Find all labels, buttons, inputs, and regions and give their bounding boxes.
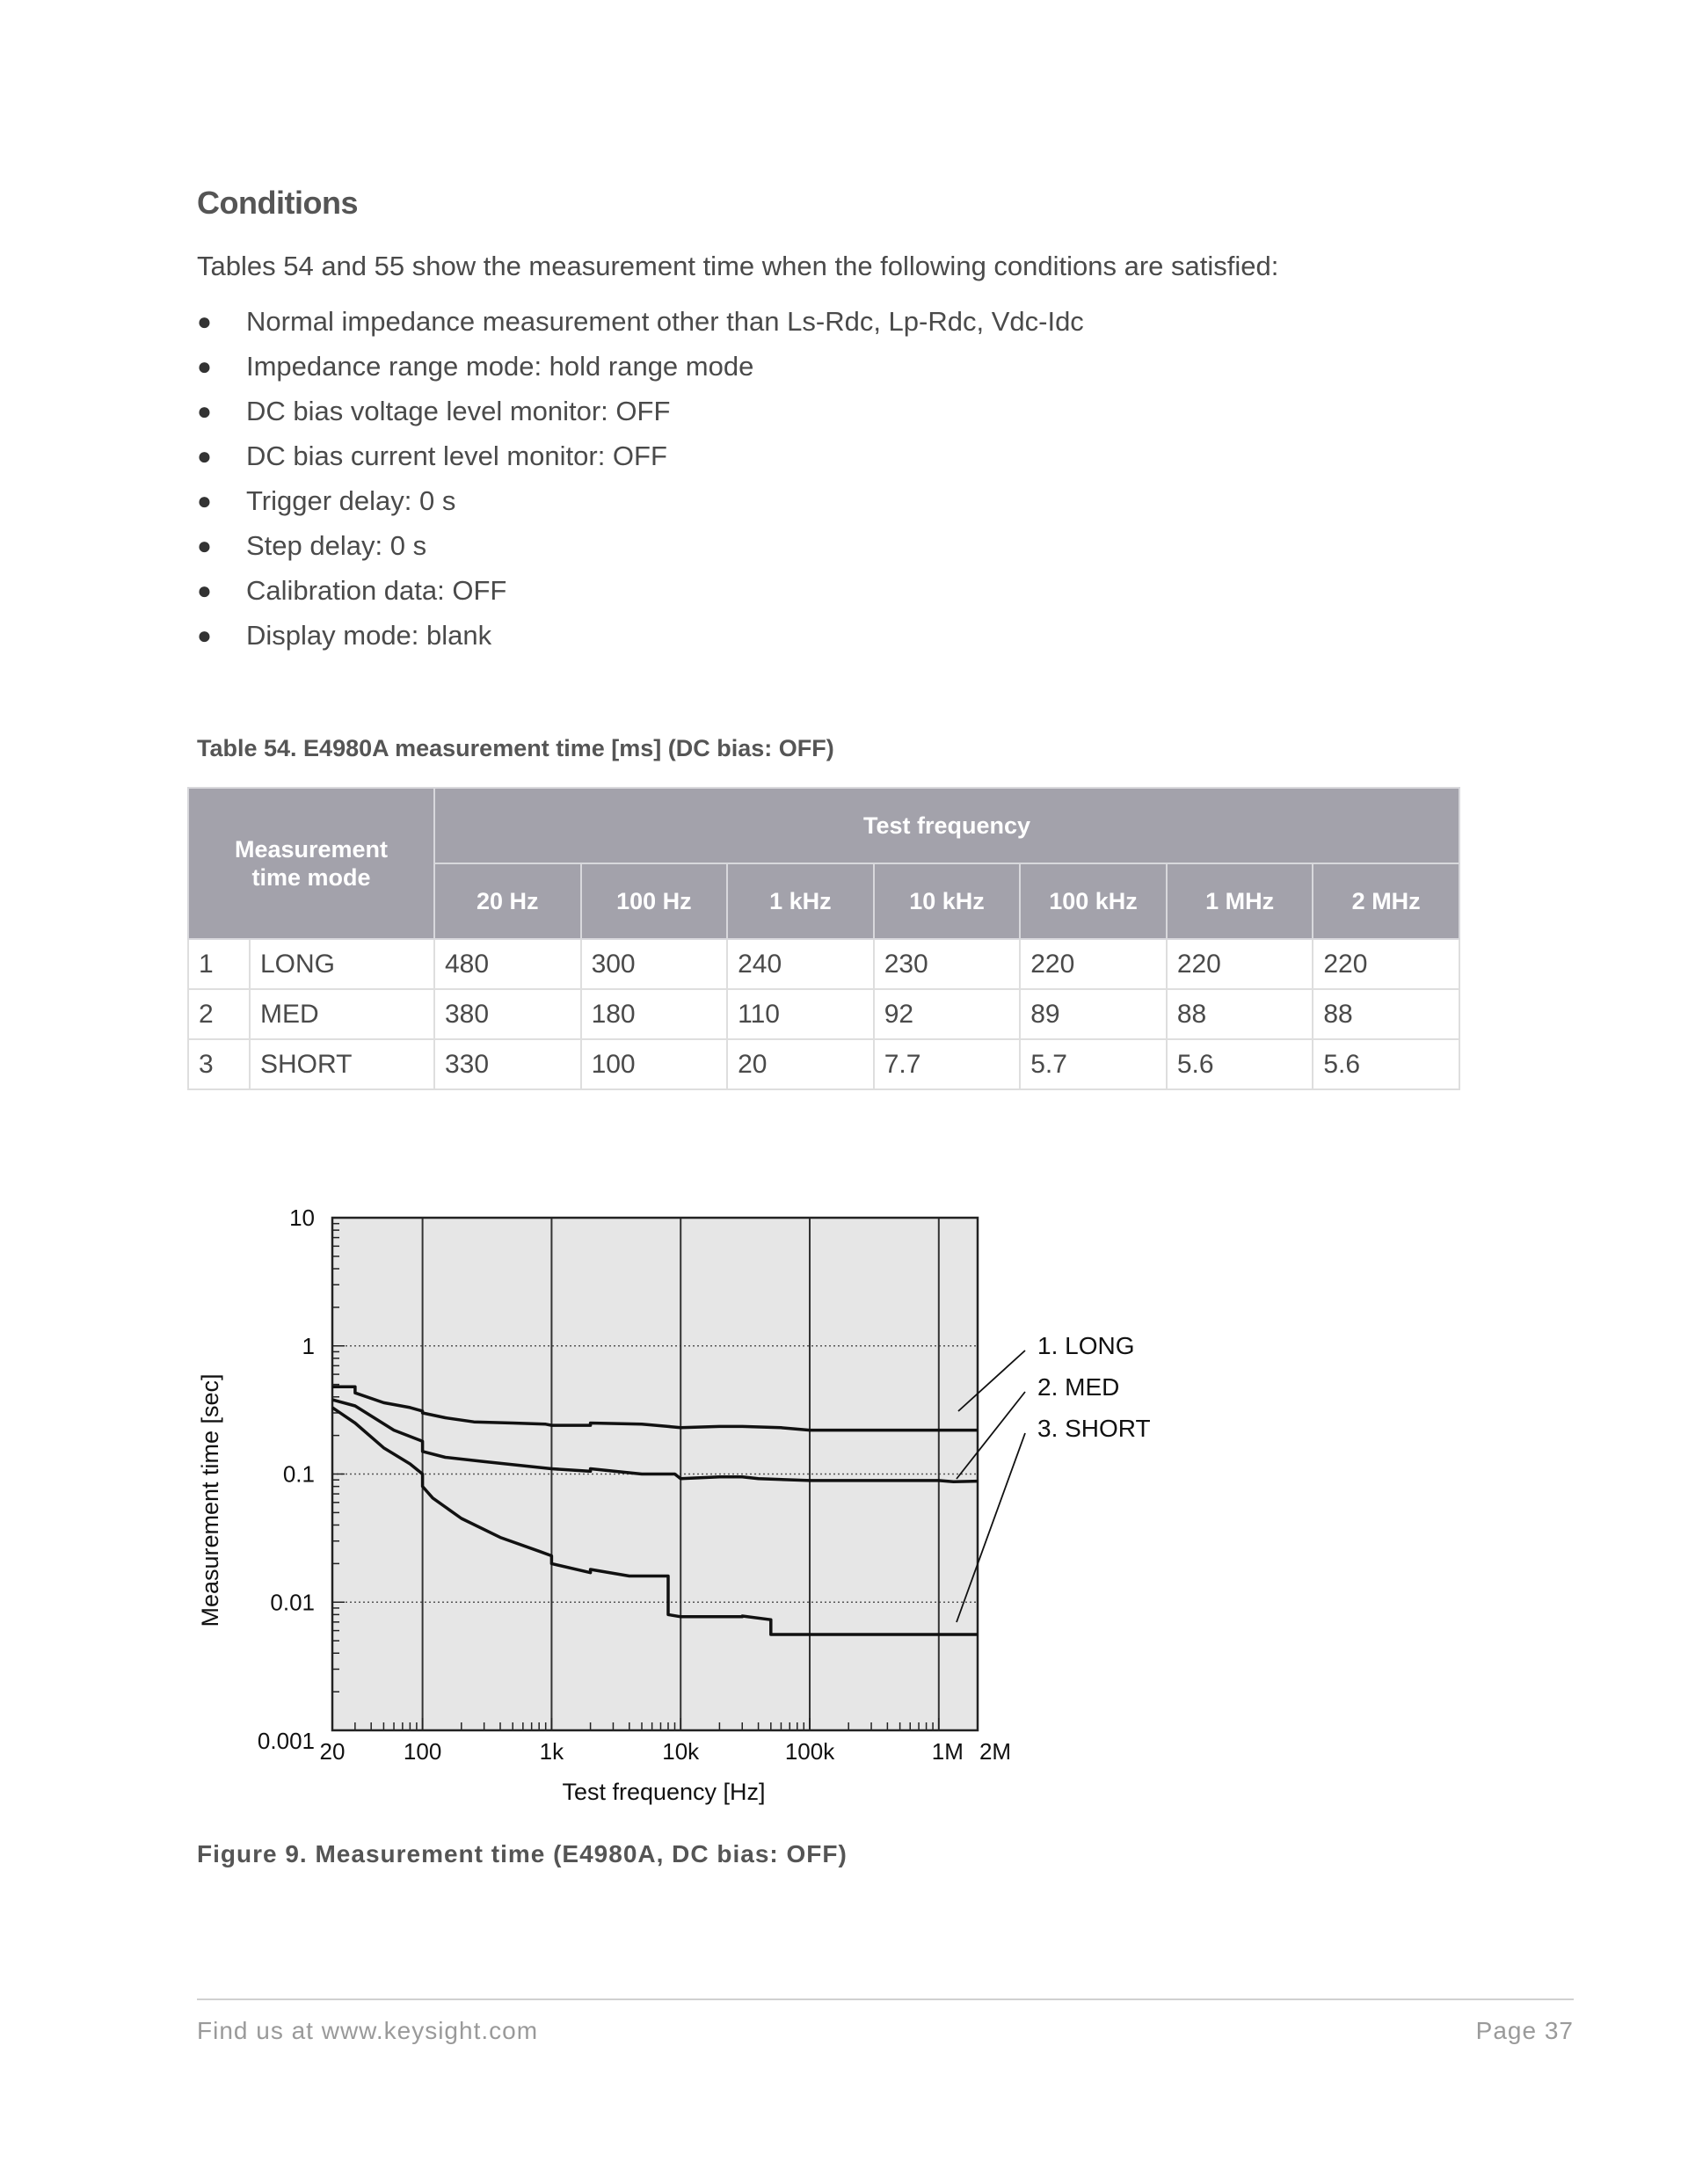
column-header: 10 kHz [874,863,1021,939]
row-number: 2 [188,989,250,1039]
x-tick-label: 1M [931,1738,964,1765]
footer-divider [197,1998,1574,2000]
column-header: 100 kHz [1020,863,1167,939]
column-header: 1 MHz [1167,863,1313,939]
table-cell: 88 [1313,989,1459,1039]
condition-text: Step delay: 0 s [246,530,427,561]
condition-text: Impedance range mode: hold range mode [246,351,754,382]
bullet-icon: ● [197,622,212,649]
list-item [197,528,1084,572]
list-item [197,393,1084,438]
bullet-icon: ● [197,397,212,425]
x-tick-label: 10k [662,1738,700,1765]
table-cell: 110 [727,989,874,1039]
x-tick-label: 100 [403,1738,442,1765]
table-cell: 88 [1167,989,1313,1039]
table-cell: 220 [1020,939,1167,989]
list-item [197,572,1084,617]
measurement-time-table [187,787,1460,1090]
table-cell: 480 [434,939,581,989]
table-row [188,989,1459,1039]
plot-area [332,1218,978,1730]
table-cell: 7.7 [874,1039,1021,1089]
table-cell: 330 [434,1039,581,1089]
bullet-icon: ● [197,308,212,335]
condition-text: Display mode: blank [246,620,492,651]
y-tick-label: 0.1 [282,1460,315,1488]
condition-text: DC bias current level monitor: OFF [246,440,667,471]
footer-website: Find us at www.keysight.com [197,2017,539,2044]
x-tick-label: 1k [539,1738,564,1765]
table-row [188,939,1459,989]
table-cell: 100 [581,1039,728,1089]
x-tick-label: 2M [979,1738,1012,1765]
condition-text: Normal impedance measurement other than Ls-Rdc, Lp-Rdc, Vdc-Idc [246,306,1084,337]
table-cell: 300 [581,939,728,989]
table-cell: 240 [727,939,874,989]
table-cell: 92 [874,989,1021,1039]
x-tick-label: 20 [319,1738,346,1765]
table-cell: 220 [1313,939,1459,989]
list-item [197,348,1084,393]
bullet-icon: ● [197,353,212,380]
table-cell: 180 [581,989,728,1039]
condition-text: Trigger delay: 0 s [246,485,456,516]
list-item [197,483,1084,528]
page-number: Page 37 [1475,2017,1574,2044]
list-item [197,617,1084,662]
list-item [197,438,1084,483]
legend-label: 3. SHORT [1037,1415,1151,1442]
legend-leader-line [958,1350,1025,1411]
mode-header: Measurement time mode [188,788,434,939]
figure-caption: Figure 9. Measurement time (E4980A, DC bias: OFF) [197,1840,848,1867]
series-line [332,1387,978,1430]
legend-leader-line [957,1392,1025,1479]
section-heading: Conditions [197,185,358,221]
table-row [188,1039,1459,1089]
condition-text: DC bias voltage level monitor: OFF [246,396,671,426]
y-axis-title: Measurement time [sec] [197,1373,223,1627]
column-header: 20 Hz [434,863,581,939]
row-mode: SHORT [250,1039,434,1089]
table-cell: 5.7 [1020,1039,1167,1089]
list-item [197,303,1084,348]
table-cell: 20 [727,1039,874,1089]
row-mode: LONG [250,939,434,989]
table-cell: 5.6 [1313,1039,1459,1089]
freq-header: Test frequency [434,788,1459,863]
plot-frame [332,1218,978,1730]
column-header: 2 MHz [1313,863,1459,939]
y-tick-label: 10 [289,1205,315,1231]
x-axis-title: Test frequency [Hz] [562,1779,766,1805]
conditions-list [197,303,1084,662]
row-number: 3 [188,1039,250,1089]
bullet-icon: ● [197,577,212,604]
y-tick-label: 0.01 [270,1589,315,1616]
row-mode: MED [250,989,434,1039]
x-tick-label: 100k [784,1738,835,1765]
series-line [332,1400,978,1481]
y-tick-label: 0.001 [257,1728,315,1754]
y-tick-label: 1 [302,1332,315,1359]
table-cell: 5.6 [1167,1039,1313,1089]
legend-leader-line [957,1433,1025,1622]
row-number: 1 [188,939,250,989]
table-cell: 380 [434,989,581,1039]
intro-text: Tables 54 and 55 show the measurement time when the following conditions are satisfied: [197,251,1279,281]
table-cell: 230 [874,939,1021,989]
legend-label: 1. LONG [1037,1332,1135,1359]
bullet-icon: ● [197,487,212,514]
bullet-icon: ● [197,442,212,470]
column-header: 1 kHz [727,863,874,939]
legend-label: 2. MED [1037,1373,1120,1401]
table-caption: Table 54. E4980A measurement time [ms] (DC bias: OFF) [197,735,834,761]
series-line [332,1408,978,1634]
table-cell: 220 [1167,939,1313,989]
bullet-icon: ● [197,532,212,559]
column-header: 100 Hz [581,863,728,939]
table-cell: 89 [1020,989,1167,1039]
condition-text: Calibration data: OFF [246,575,507,606]
